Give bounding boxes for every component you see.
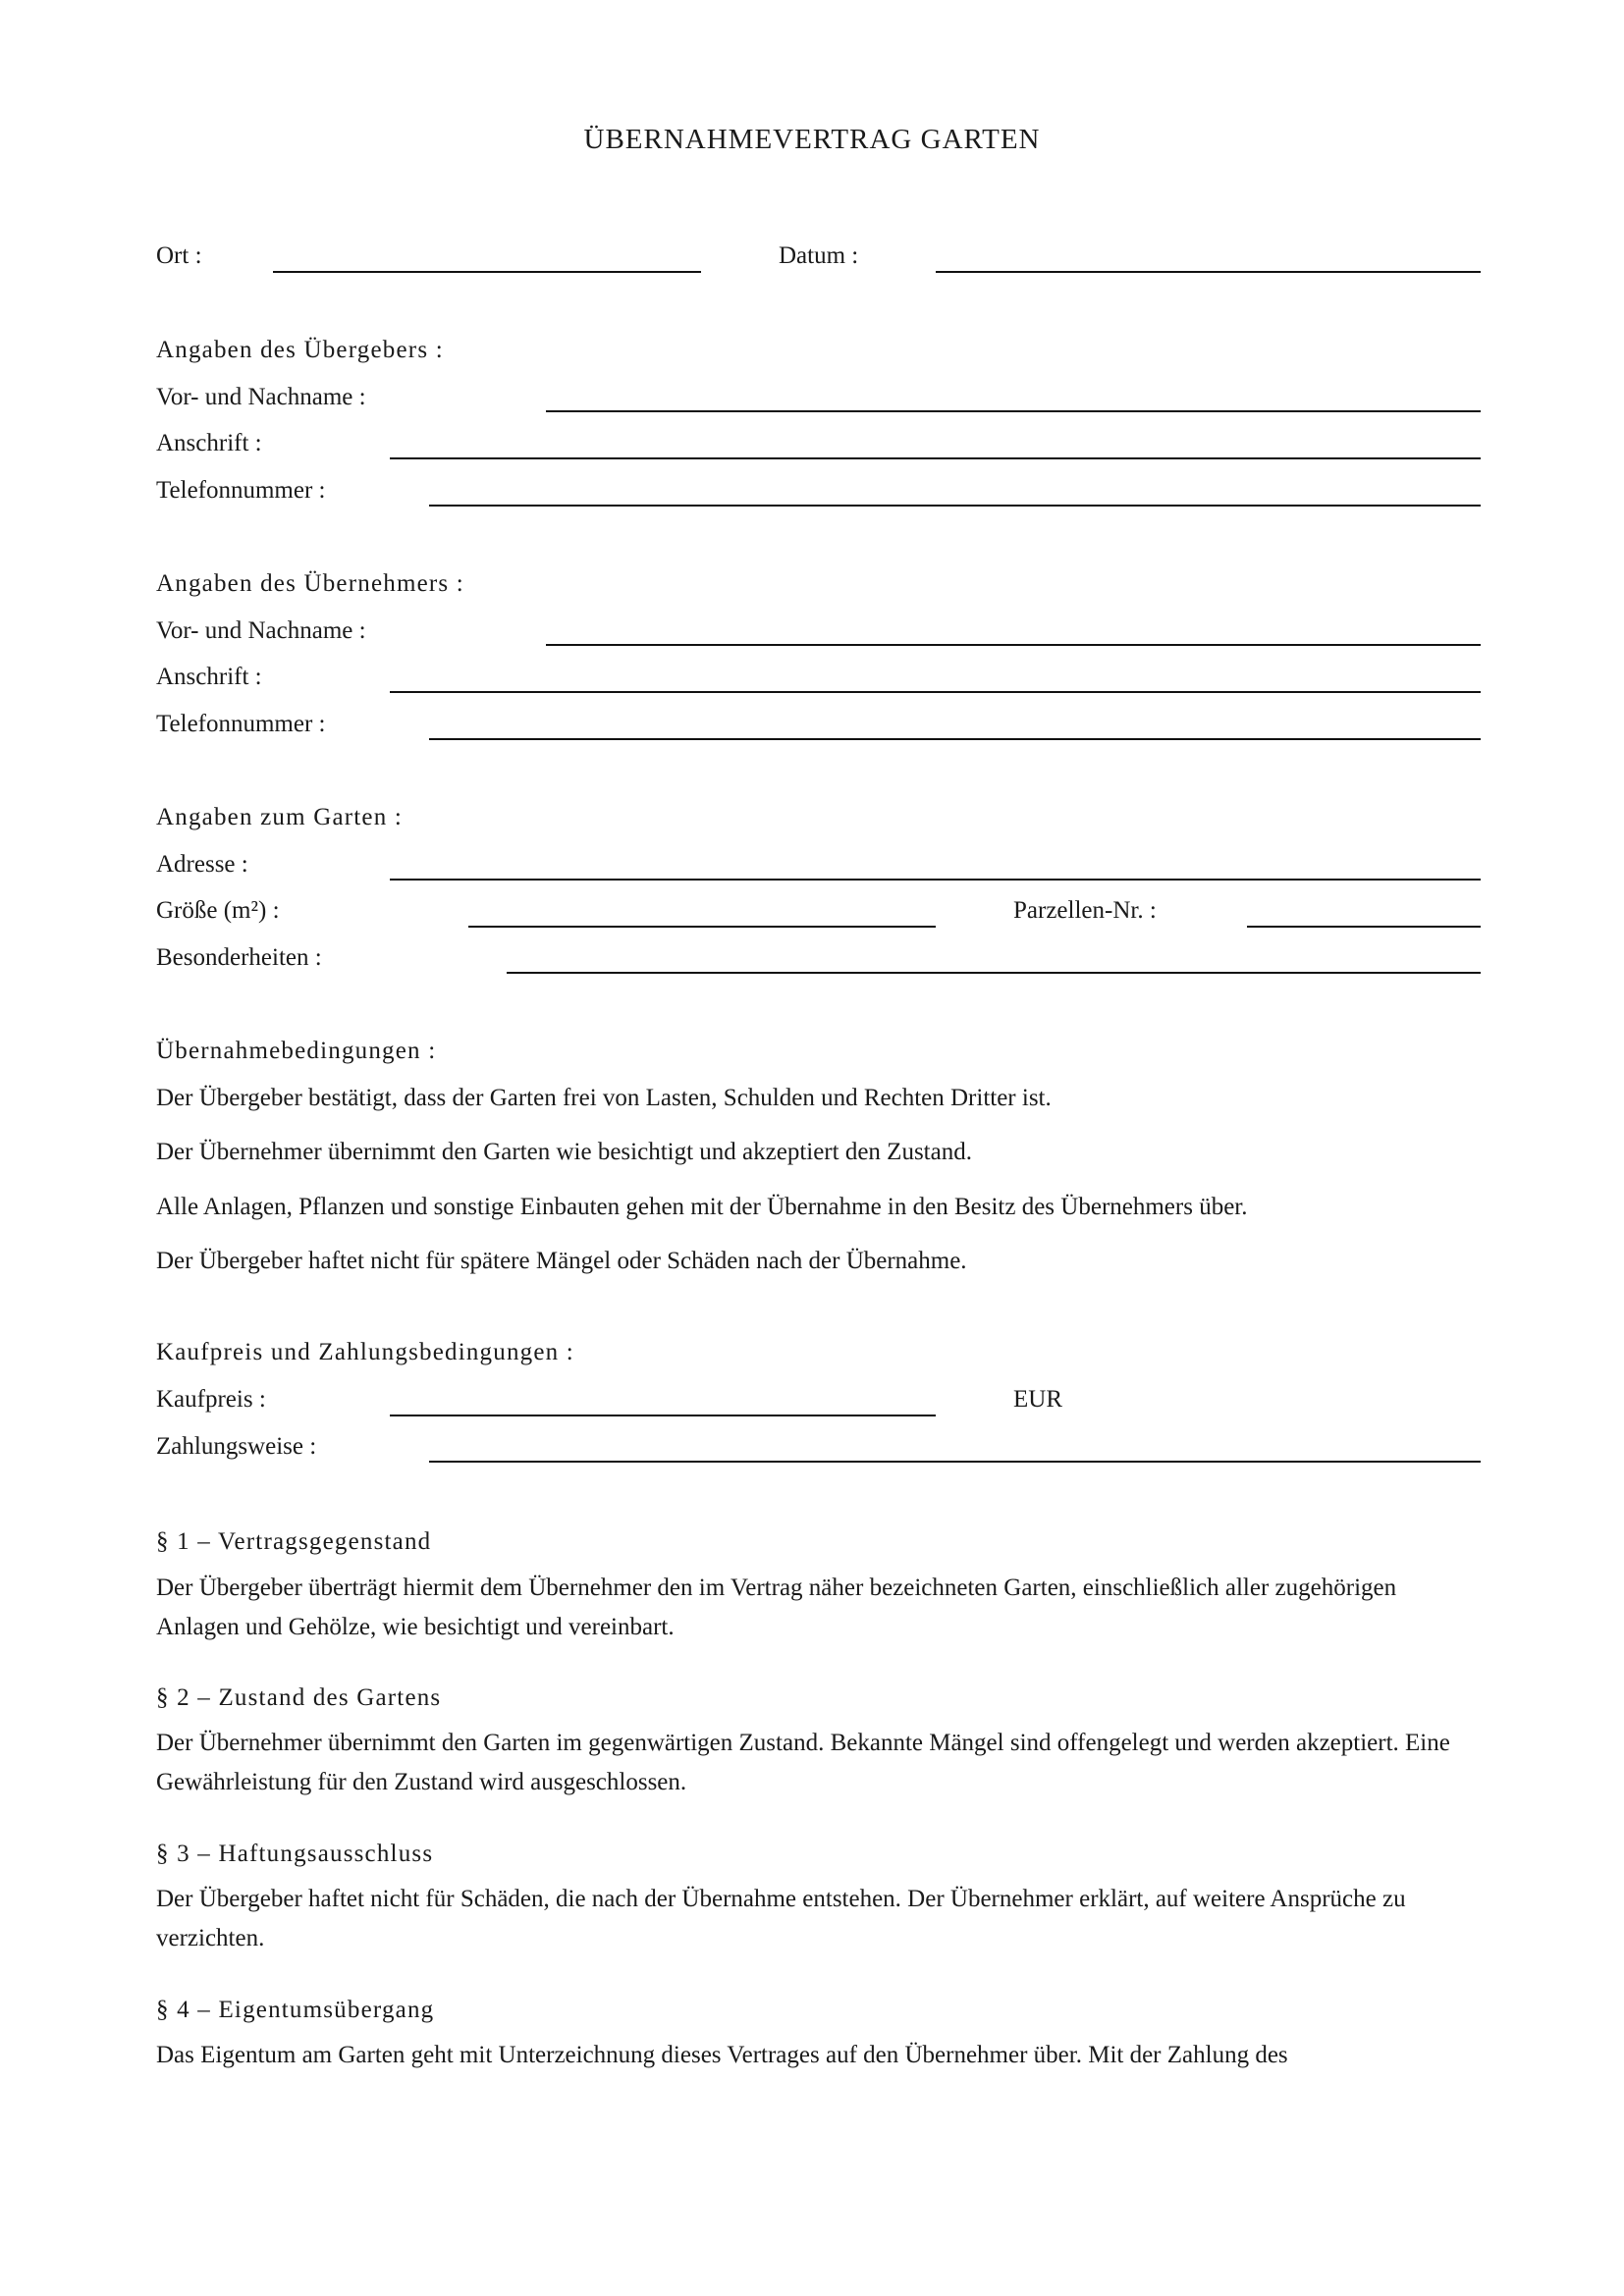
- kaufpreis-label: Kaufpreis :: [156, 1386, 266, 1413]
- datum-label: Datum :: [779, 242, 859, 269]
- garten-parcel-field[interactable]: [1247, 926, 1481, 928]
- bedingungen-heading: Übernahmebedingungen :: [156, 1038, 437, 1064]
- uebernehmer-heading: Angaben des Übernehmers :: [156, 570, 464, 597]
- uebernehmer-name-field[interactable]: [546, 644, 1481, 646]
- garten-address-label: Adresse :: [156, 851, 248, 878]
- uebernehmer-address-field[interactable]: [390, 691, 1481, 693]
- paragraph-2-text: Der Übernehmer übernimmt den Garten im gegenwärtigen Zustand. Bekannte Mängel sind offengelegt und werden akzeptiert. Eine Gewährleistung für den Zustand wird ausgeschlossen.: [156, 1730, 1450, 1795]
- uebergeber-phone-field[interactable]: [429, 505, 1481, 507]
- garten-heading: Angaben zum Garten :: [156, 804, 404, 830]
- uebergeber-phone-label: Telefonnummer :: [156, 477, 326, 504]
- zahlungsweise-field[interactable]: [429, 1461, 1481, 1463]
- uebernehmer-phone-label: Telefonnummer :: [156, 711, 326, 737]
- kaufpreis-heading: Kaufpreis und Zahlungsbedingungen :: [156, 1339, 574, 1365]
- kaufpreis-field[interactable]: [390, 1415, 936, 1416]
- uebergeber-heading: Angaben des Übergebers :: [156, 337, 444, 363]
- garten-special-field[interactable]: [507, 972, 1481, 974]
- uebergeber-address-label: Anschrift :: [156, 430, 262, 456]
- uebernehmer-address-label: Anschrift :: [156, 664, 262, 690]
- uebergeber-name-field[interactable]: [546, 410, 1481, 412]
- garten-size-field[interactable]: [468, 926, 936, 928]
- paragraph-4-heading: § 4 – Eigentumsübergang: [156, 1997, 435, 2023]
- garten-address-field[interactable]: [390, 879, 1481, 881]
- garten-special-label: Besonderheiten :: [156, 944, 322, 971]
- paragraph-1-heading: § 1 – Vertragsgegenstand: [156, 1528, 432, 1555]
- paragraph-3-heading: § 3 – Haftungsausschluss: [156, 1841, 434, 1867]
- currency-label: EUR: [1013, 1386, 1062, 1413]
- paragraph-3-text: Der Übergeber haftet nicht für Schäden, die nach der Übernahme entstehen. Der Übernehmer erklärt, auf weitere Ansprüche zu verzichten.: [156, 1886, 1406, 1951]
- bedingung-line: Alle Anlagen, Pflanzen und sonstige Einbauten gehen mit der Übernahme in den Besitz des Übernehmers über.: [156, 1194, 1248, 1220]
- zahlungsweise-label: Zahlungsweise :: [156, 1433, 317, 1460]
- datum-field[interactable]: [936, 271, 1481, 273]
- bedingung-line: Der Übergeber haftet nicht für spätere Mängel oder Schäden nach der Übernahme.: [156, 1248, 967, 1274]
- garten-parcel-label: Parzellen-Nr. :: [1013, 897, 1157, 924]
- uebergeber-address-field[interactable]: [390, 457, 1481, 459]
- paragraph-1-text: Der Übergeber überträgt hiermit dem Übernehmer den im Vertrag näher bezeichneten Garten, einschließlich aller zugehörigen Anlagen und Gehölze, wie besichtigt und vereinbart.: [156, 1575, 1397, 1640]
- paragraph-4-text: Das Eigentum am Garten geht mit Unterzeichnung dieses Vertrages auf den Übernehmer über. Mit der Zahlung des: [156, 2042, 1288, 2068]
- garten-size-label: Größe (m²) :: [156, 897, 280, 924]
- uebernehmer-name-label: Vor- und Nachname :: [156, 617, 366, 644]
- bedingung-line: Der Übernehmer übernimmt den Garten wie besichtigt und akzeptiert den Zustand.: [156, 1139, 972, 1165]
- bedingung-line: Der Übergeber bestätigt, dass der Garten frei von Lasten, Schulden und Rechten Dritter ist.: [156, 1085, 1052, 1111]
- ort-field[interactable]: [273, 271, 701, 273]
- document-title: ÜBERNAHMEVERTRAG GARTEN: [583, 124, 1041, 155]
- ort-label: Ort :: [156, 242, 202, 269]
- uebergeber-name-label: Vor- und Nachname :: [156, 384, 366, 410]
- paragraph-2-heading: § 2 – Zustand des Gartens: [156, 1684, 442, 1711]
- uebernehmer-phone-field[interactable]: [429, 738, 1481, 740]
